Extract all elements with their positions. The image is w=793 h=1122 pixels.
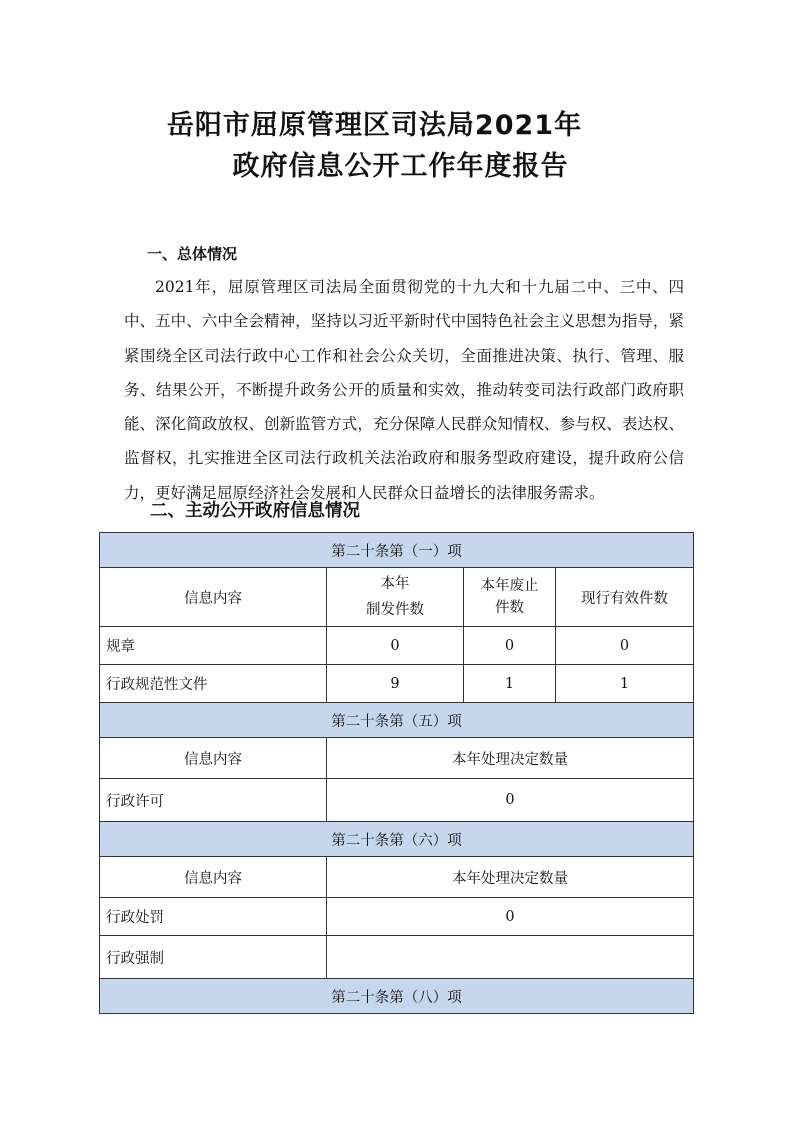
info-disclosure-table [99,532,694,1014]
row-label: 行政处罚 [100,898,327,936]
header-info-content: 信息内容 [100,738,327,779]
row-decision-count: 0 [327,779,694,822]
section2-heading: 二、主动公开政府信息情况 [150,501,360,521]
row-new-count: 0 [327,627,464,665]
table-row [100,936,694,979]
row-valid-count: 1 [556,665,694,703]
table-row [100,665,694,703]
table-header-row [100,568,694,627]
row-label: 行政强制 [100,936,327,979]
row-label: 行政许可 [100,779,327,822]
header-new-count [327,568,464,627]
report-title-line2: 政府信息公开工作年度报告 [232,151,569,182]
row-label: 规章 [100,627,327,665]
table-row [100,627,694,665]
header-info-content: 信息内容 [100,857,327,898]
section-title: 第二十条第（一）项 [100,533,694,568]
header-abolished-line1: 本年废止 [480,578,539,594]
table-header-row [100,738,694,779]
section-row-article20-item6 [100,822,694,857]
section-title: 第二十条第（五）项 [100,703,694,738]
section-title: 第二十条第（八）项 [100,979,694,1014]
header-valid-count: 现行有效件数 [556,568,694,627]
header-abolished-line2: 件数 [495,600,524,616]
header-abolished-count [464,568,556,627]
report-title-line1: 岳阳市屈原管理区司法局2021年 [166,110,583,141]
header-decision-count: 本年处理决定数量 [327,857,694,898]
row-valid-count: 0 [556,627,694,665]
table-header-row [100,857,694,898]
row-label: 行政规范性文件 [100,665,327,703]
row-abolished-count: 1 [464,665,556,703]
table-row [100,779,694,822]
row-decision-count: 0 [327,898,694,936]
section-row-article20-item1 [100,533,694,568]
row-decision-count [327,936,694,979]
table-row [100,898,694,936]
section-title: 第二十条第（六）项 [100,822,694,857]
section-row-article20-item5 [100,703,694,738]
header-info-content: 信息内容 [100,568,327,627]
section-row-article20-item8 [100,979,694,1014]
header-new-count-line2: 制发件数 [366,602,424,618]
header-decision-count: 本年处理决定数量 [327,738,694,779]
section1-paragraph: 2021年，屈原管理区司法局全面贯彻党的十九大和十九届二中、三中、四中、五中、六中全会精神，坚持以习近平新时代中国特色社会主义思想为指导，紧紧围绕全区司法行政中心工作和社会公众关切，全面推进决策、执行、管理、服务、结果公开，不断提升政务公开的质量和实效，推动转变司法行政部门政府职能、深化简政放权、创新监管方式，充分保障人民群众知情权、参与权、表达权、监督权，扎实推进全区司法行政机关法治政府和服务型政府建设，提升政府公信力，更好满足屈原经济社会发展和人民群众日益增长的法律服务需求。 [124,278,684,502]
header-new-count-line1: 本年 [380,576,410,592]
row-abolished-count: 0 [464,627,556,665]
row-new-count: 9 [327,665,464,703]
section1-heading: 一、总体情况 [147,245,238,263]
